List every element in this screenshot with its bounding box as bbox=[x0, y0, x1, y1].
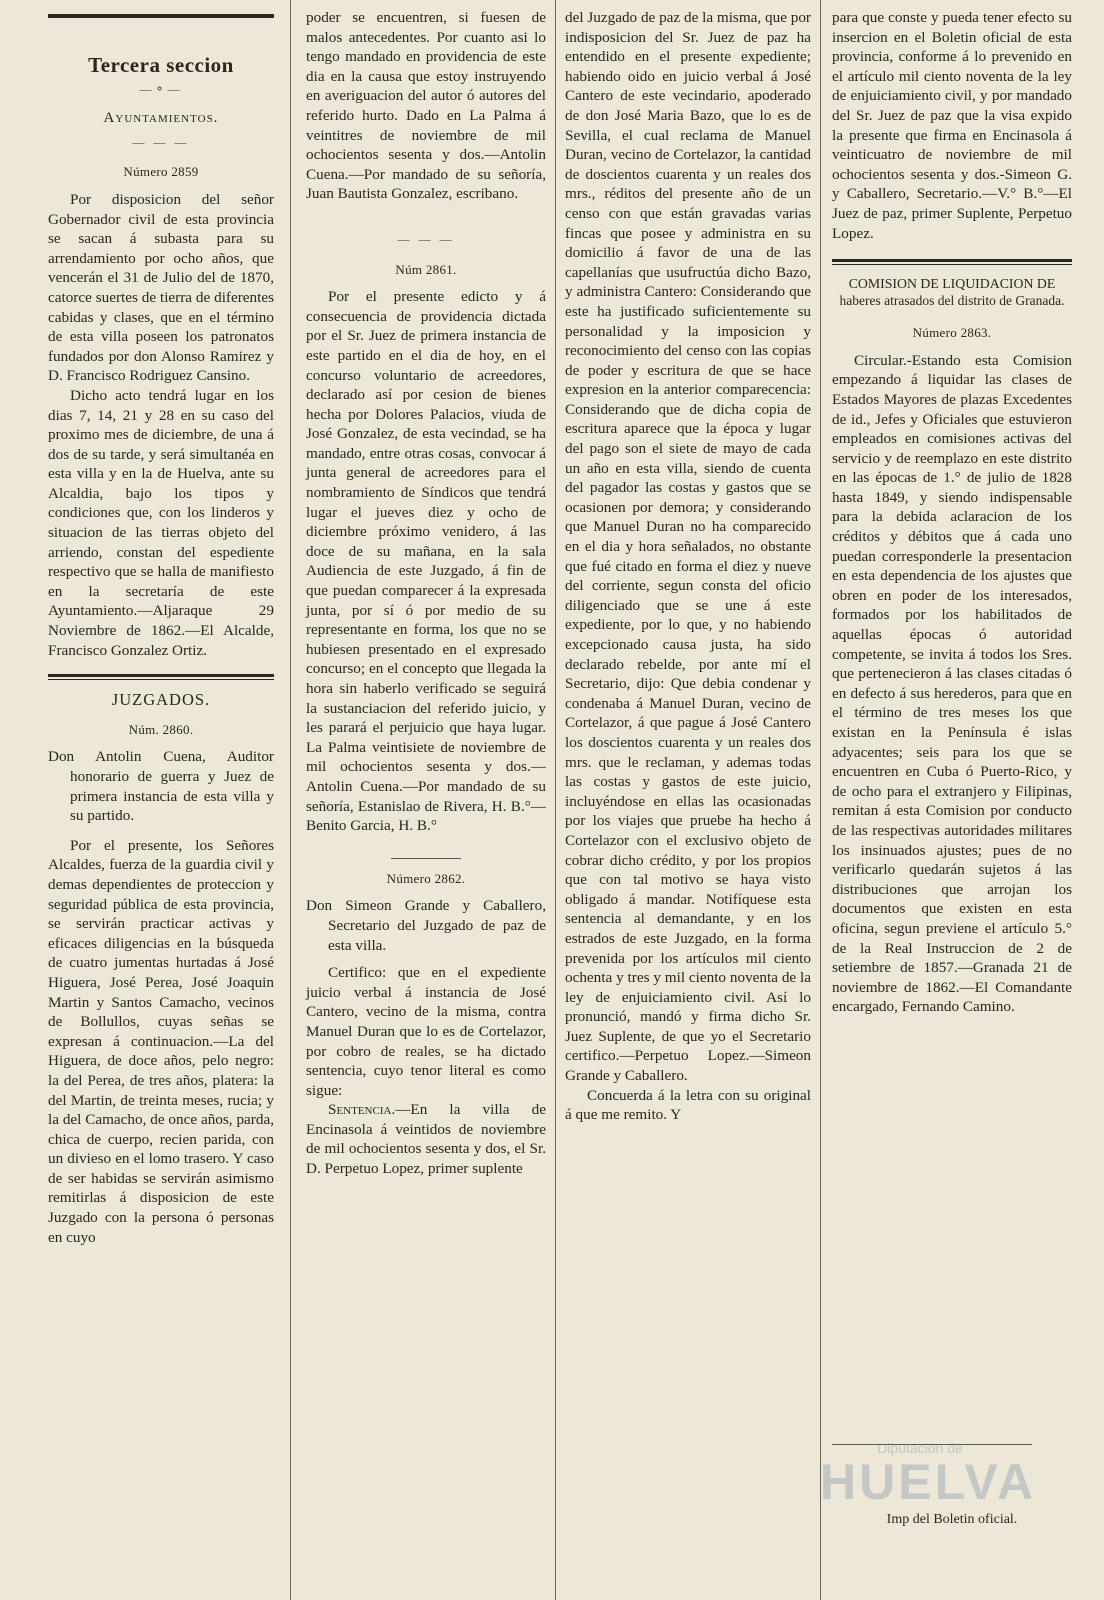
archive-watermark bbox=[820, 1440, 1037, 1510]
notice-number-2863: Número 2863. bbox=[912, 325, 992, 341]
notice-number-2861: Núm 2861. bbox=[395, 261, 457, 277]
notice-number-2859: Número 2859 bbox=[123, 164, 199, 180]
column-rule-1 bbox=[290, 0, 291, 1600]
section-divider bbox=[832, 259, 1072, 265]
printer-footer: Imp del Boletin oficial. bbox=[886, 1512, 1018, 1527]
section-title: Tercera seccion bbox=[88, 53, 234, 77]
divider: — — — bbox=[397, 231, 455, 246]
watermark-logo-text: HUELVA bbox=[820, 1454, 1037, 1510]
notice-2862-certification: Certifico: que en el expediente juicio verbal á instancia de José Cantero, vecino de la misma, contra Manuel Duran que lo es de Cortelazor, por cobro de reales, se ha dictado sentencia, cuyo tenor literal es como sigue: bbox=[306, 964, 546, 1099]
commission-heading-line-1: COMISION DE LIQUIDACION DE bbox=[848, 276, 1056, 292]
column-rule-2 bbox=[555, 0, 556, 1600]
notice-number-2862: Número 2862. bbox=[386, 870, 466, 886]
notice-2863-body: Circular.-Estando esta Comision empezando á liquidar las clases de Estados Mayores de plazas Excedentes de id., Jefes y Oficiales que estuvieron empleados en comisiones activas del servicio y de reemplazo en este distrito en las épocas de 1.° de julio de 1828 hasta 1849, y siendo indispensable para la debida aclaracion de los créditos y débitos que á cada uno puedan corresponderle la presentacion en esta dependencia de los ajustes que obren en poder de los interesados, formados por los habilitados de aquellas épocas ó autoridad competente, se invita á todos los Sres. que pertenecieron á las clases citadas ó en defecto á sus herederos, para que en el término de tres meses los que existan en la Península é islas adyacentes; seis para los que se encuentren en Cuba ó Puerto-Rico, y de ocho para el extranjero y Filipinas, remitan á esta Comision por conducto de las respectivas autoridades militares los insinuados ajustes; pues de no verificarlo quedarán sujetos á las distribuciones que arrojan los documentos que existen en esta oficina, segun previene el artículo 5.° de la Real Instruccion de 2 de setiembre de 1857.—Granada 21 de noviembre de 1862.—El Comandante encargado, Fernando Camino. bbox=[832, 351, 1072, 1016]
sentencia-text: —En la villa de Encinasola á veintidos de noviembre de mil ochocientos sesenta y dos, el Sr. D. Perpetuo Lopez, primer suplente bbox=[306, 1101, 546, 1178]
column-3 bbox=[565, 0, 811, 1600]
notice-2862-continuation: del Juzgado de paz de la misma, que por indisposicion del Sr. Juez de paz ha entendido en el presente expediente; habiendo oido en juicio verbal á José Cantero de este vecindario, apoderado de don José Maria Bazo, que lo es de Sevilla, el cual reclama de Manuel Duran, vecino de Cortelazor, la cantidad de doscientos cuarenta y un reales dos mrs., réditos del presente año de un censo con que están gravadas varias fincas que posee y administra en su domicilio á favor de una de las capellanías que usufructúa dicho Bazo, y administra Cantero: Considerando que este ha justificado suficientemente su personalidad y la imposicion y reconocimiento del censo con las copias de poder y escritura de que se hace expresion en la anterior comparecencia: Considerando que de dicha copia de escritura aparece que la época y lugar del pago son el siete de mayo de cada un año en esta villa, siendo de cuenta del pagador las costas y gastos que se ocasionen por demora; y considerando que Manuel Duran no ha comparecido en el dia y hora señalados, no obstante que fué citado en forma el diez y nueve del corriente, segun consta del oficio diligenciado que se une á este expediente, por lo que, y no habiendo excepcionado causa justa, ha sido declarado rebelde, por ante mí el Secretario, dijo: Que debia condenar y condenaba á Manuel Duran, vecino de Cortelazor, á que pague á José Cantero los doscientos cuarenta y un reales dos mrs. que le reclaman, y ademas todas las costas y gastos de este juicio, incluyéndose en ellas las ocasionadas por los viajes que pruebe ha hecho á Cortelazor con el exclusivo objeto de cobrar dicho crédito, y por los propios que con tal motivo se haya visto obligado á mandar. Notifíquese esta sentencia al demandante, y en los estrados de este Juzgado, en la forma prevenida por los artículos mil ciento ochenta y tres y mil ciento noventa de la ley de enjuiciamiento civil. Así lo pronunció, mandó y firma dicho Sr. Juez Suplente, de que yo el Secretario certifico.—Perpetuo Lopez.—Simeon Grande y Caballero. bbox=[565, 9, 811, 1085]
divider-line bbox=[391, 858, 461, 859]
top-rule bbox=[48, 14, 274, 18]
section-divider bbox=[48, 674, 274, 680]
notice-2862-ending: para que conste y pueda tener efecto su insercion en el Boletin oficial de esta provincia, conforme á lo prevenido en el artículo mil ciento noventa de la ley de enjuiciamiento civil, y por mandado del Sr. Juez de paz que la visa expido la presente que firma en Encinasola á veinticuatro de noviembre de mil ochocientos sesenta y dos.-Simeon G. y Caballero, Secretario.—V.° B.°—El Juez de paz, primer Suplente, Perpetuo Lopez. bbox=[832, 9, 1072, 242]
ornament-divider: —⚬— bbox=[139, 81, 183, 96]
watermark-top-text: Diputación de bbox=[877, 1440, 963, 1456]
ayuntamientos-heading: Ayuntamientos. bbox=[103, 110, 219, 127]
notice-2859-paragraph-2: Dicho acto tendrá lugar en los dias 7, 14, 21 y 28 en su caso del proximo mes de diciembre, de una á dos de su tarde, y será simultanéa en esta villa y en la de Huelva, ante su Alcaldia, bajo los tipos y condiciones que, con los linderos y situacion de las tierras objeto del arriendo, constan del espediente respectivo que se halla de manifiesto en la secretaría de este Ayuntamiento.—Aljaraque 29 Noviembre de 1862.—El Alcalde, Francisco Gonzalez Ortiz. bbox=[48, 386, 274, 659]
commission-heading bbox=[832, 275, 1072, 309]
notice-2860-continuation: poder se encuentren, si fuesen de malos antecedentes. Por cuanto asi lo tengo mandado en providencia de este dia en la causa que estoy instruyendo en averiguacion del autor ó autores del referido hurto. Dado en La Palma á veintitres de noviembre de mil ochocientos sesenta y dos.—Antolin Cuena.—Por mandado de su señoría, Juan Bautista Gonzalez, escribano. bbox=[306, 9, 546, 203]
notice-2862-intro: Don Simeon Grande y Caballero, Secretario del Juzgado de paz de esta villa. bbox=[306, 897, 546, 954]
notice-2861-body: Por el presente edicto y á consecuencia de providencia dictada por el Sr. Juez de primera instancia de este partido en el dia de hoy, en el concurso voluntario de acreedores, declarado así por cesion de bienes hecha por Dolores Palacios, viuda de José Gonzalez, de esta vecindad, se ha mandado, entre otras cosas, convocar á junta general de acreedores para el nombramiento de Síndicos que tendrá lugar el jueves diez y ocho de diciembre próximo venidero, á las doce de su mañana, en la sala Audiencia de este Juzgado, á fin de que puedan comparecer á la expresada junta, por sí ó por medio de su representante en forma, los que no se hubiesen presentado en el expresado concurso; en el concepto que llegada la hora sin haberlo verificado se seguirá la sustanciacion del referido juicio, y les parará el perjuicio que haya lugar. La Palma veintisiete de noviembre de mil ochocientos sesenta y dos.—Antolin Cuena.—Por mandado de su señoría, Estanislao de Rivera, H. B.°—Benito Garcia, H. B.° bbox=[306, 288, 546, 835]
notice-2859-paragraph-1: Por disposicion del señor Gobernador civil de esta provincia se sacan á subasta para su arrendamiento por ocho años, que vencerán el 31 de Julio del de 1870, catorce suertes de tierra de diferentes cabidas y clases, que en el término de esta villa poseen los patronatos fundados por don Alonso Ramirez y D. Francisco Rodriguez Cansino. bbox=[48, 190, 274, 385]
notice-number-2860: Núm. 2860. bbox=[128, 721, 194, 737]
column-2 bbox=[306, 0, 546, 1600]
divider: — — — bbox=[132, 134, 190, 149]
notice-2862-concuerda: Concuerda á la letra con su original á que me remito. Y bbox=[565, 1086, 811, 1124]
notice-2862-sentencia bbox=[306, 1100, 546, 1178]
sentencia-label: Sentencia. bbox=[328, 1101, 396, 1119]
column-1 bbox=[48, 0, 274, 1600]
column-4 bbox=[832, 0, 1072, 1600]
notice-2860-body: Por el presente, los Señores Alcaldes, fuerza de la guardia civil y demas dependientes de proteccion y seguridad pública de esta provincia, se servirán practicar activas y eficaces diligencias en la búsqueda de cuatro jumentas hurtadas á José Higuera, José Perea, José Joaquin Martin y Santos Camacho, vecinos de Bollullos, cuyas señas se expresan á continuacion.—La del Higuera, de doce años, pelo negro: la del Perea, de tres años, platera: la del Martin, de treinta meses, rucia; y la del Camacho, de once años, parda, chica de cuerpo, recien parida, con un divieso en el lomo trasero. Y caso de ser habidas se servirán asimismo remitirlas á disposicion de este Juzgado con la persona ó personas en cuyo bbox=[48, 836, 274, 1246]
commission-heading-line-2: haberes atrasados del distrito de Granada. bbox=[839, 293, 1065, 309]
juzgados-heading: JUZGADOS. bbox=[111, 690, 211, 710]
column-rule-3 bbox=[820, 0, 821, 1600]
notice-2860-intro: Don Antolin Cuena, Auditor honorario de guerra y Juez de primera instancia de esta villa y su partido. bbox=[48, 748, 274, 825]
